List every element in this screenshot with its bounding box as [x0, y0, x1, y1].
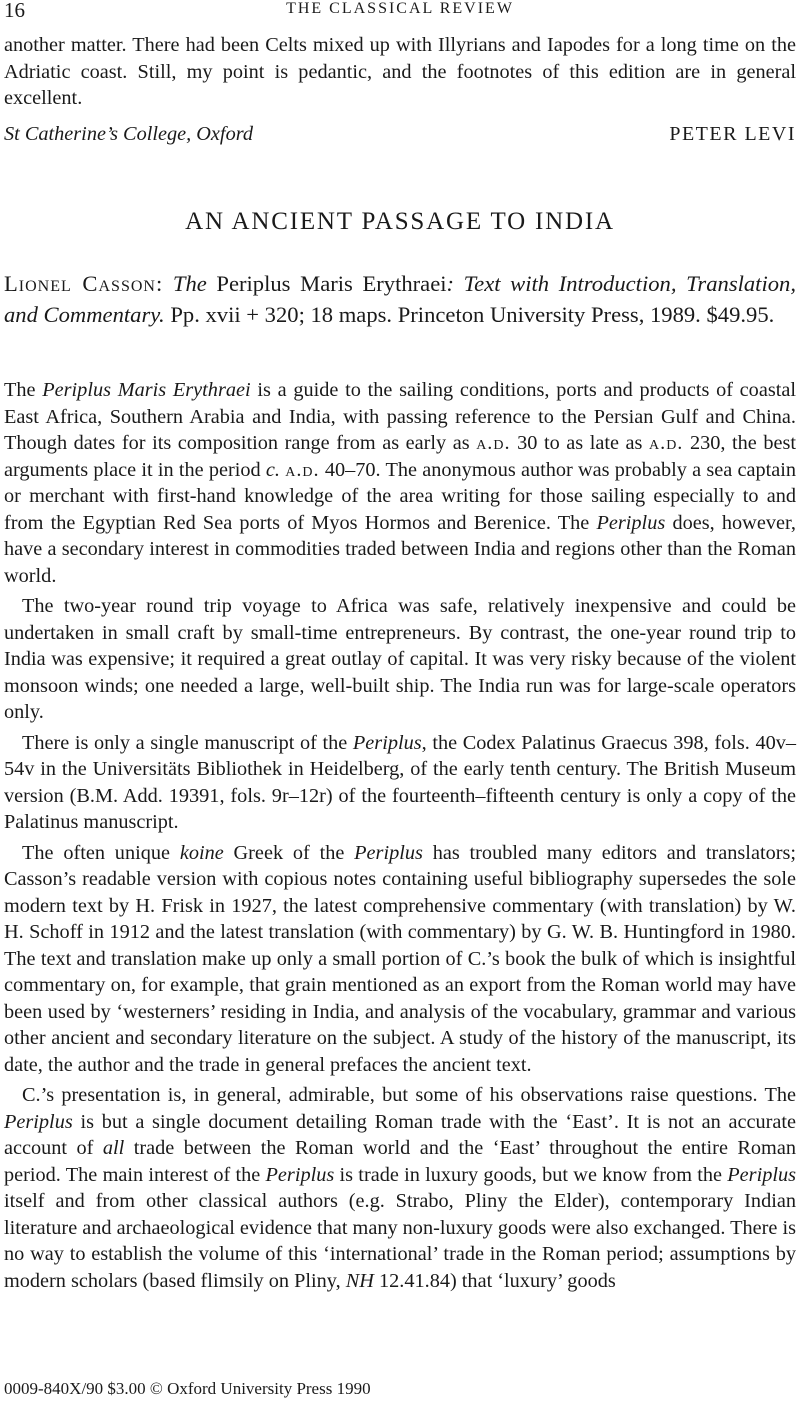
- paragraph-4: [4, 840, 796, 1079]
- italic-emphasis: all: [102, 1137, 125, 1159]
- review-body: [4, 377, 796, 1294]
- era-abbrev: a.d.: [476, 432, 511, 454]
- page-number: 16: [4, 0, 25, 22]
- text-run: does, however, have a secondary interest in commodities traded between India and regions other than the Roman world.: [4, 511, 796, 587]
- italic-title: Periplus: [354, 841, 423, 864]
- book-title-subtitle: : Text with Introduction, Translation, and Commentary.: [4, 271, 796, 327]
- era-abbrev: a.d.: [285, 458, 320, 481]
- text-run: 12.41.84) that ‘luxury’ goods: [373, 1269, 616, 1292]
- paragraph-3: [4, 730, 796, 836]
- text-run: 30 to as late as: [510, 432, 650, 454]
- book-citation: [4, 268, 796, 330]
- book-details: Pp. xvii + 320; 18 maps. Princeton University Press, 1989. $49.95.: [170, 302, 775, 327]
- previous-review-text: another matter. There had been Celts mixed up with Illyrians and Iapodes for a long time on the Adriatic coast. Still, my point is pedantic, and the footnotes of this edition are in general excellent.: [4, 34, 796, 109]
- text-run: There is only a single manuscript of the: [22, 731, 353, 754]
- text-run: , the Codex Palatinus Graecus 398, fols. 40v–54v in the Universitäts Bibliothek in Heidelberg, of the early tenth century. The British Museum version (B.M. Add. 19391, fols. 9r–12r) of the fourteenth–fifteenth century is only a copy of the Palatinus manuscript.: [4, 731, 797, 833]
- text-run: is a guide to the sailing conditions, ports and products of coastal East Africa, Southern Arabia and India, with passing reference to the Persian Gulf and China. Though dates for its composition range from as early as: [4, 379, 796, 454]
- paragraph-1: [4, 377, 796, 589]
- paragraph-5: [4, 1082, 796, 1294]
- text-run: The two-year round trip voyage to Africa was safe, relatively inexpensive and could be undertaken in small craft by small-time entrepreneurs. By contrast, the one-year round trip to India was expensive; it required a great outlay of capital. It was very risky because of the violent monsoon winds; one needed a large, well-built ship. The India run was for large-scale operators only.: [4, 595, 796, 723]
- italic-title: Periplus: [4, 1110, 73, 1133]
- text-run: itself and from other classical authors (e.g. Strabo, Pliny the Elder), contemporary Indian literature and archaeological evidence that many non-luxury goods were also exchanged. There is no way to establish the volume of this ‘international’ trade in the Roman period; assumptions by modern scholars (based flimsily on Pliny,: [4, 1190, 796, 1292]
- text-run: is but a single document detailing Roman trade with the ‘East’. It is not an accurate account of: [4, 1110, 796, 1159]
- reviewer-affiliation: St Catherine’s College, Oxford: [4, 123, 253, 145]
- italic-term: koine: [179, 841, 224, 864]
- paragraph-2: [4, 593, 796, 726]
- running-head: [0, 0, 800, 22]
- italic-title: Periplus: [596, 511, 666, 534]
- text-run: 40–70. The anonymous author was probably a sea captain or merchant with first-hand knowledge of the area writing for those sailing especially to and from the Egyptian Red Sea ports of Myos Hormos and Berenice. The: [4, 458, 796, 534]
- text-run: 230, the best arguments place it in the period: [4, 432, 796, 481]
- text-run: The: [4, 379, 43, 401]
- text-run: C.’s presentation is, in general, admirable, but some of his observations raise questions. The: [22, 1084, 796, 1106]
- era-abbrev: a.d.: [649, 432, 684, 454]
- previous-review-ending: [4, 32, 796, 112]
- book-author: Lionel Casson:: [4, 271, 164, 296]
- text-run: is trade in luxury goods, but we know from the: [334, 1163, 728, 1186]
- text-run: trade between the Roman world and the ‘East’ throughout the entire Roman period. The main interest of the: [4, 1137, 796, 1186]
- book-title-main: Periplus Maris Erythraei: [216, 271, 447, 296]
- reviewer-name: PETER LEVI: [669, 123, 796, 145]
- book-title-prefix: The: [172, 271, 207, 296]
- italic-abbrev: NH: [345, 1269, 374, 1292]
- text-run: Greek of the: [223, 841, 355, 864]
- text-run: The often unique: [22, 841, 180, 864]
- circa-abbrev: c.: [265, 458, 280, 481]
- italic-title: Periplus: [727, 1163, 797, 1186]
- copyright-footer: 0009-840X/90 $3.00 © Oxford University Press 1990: [4, 1379, 371, 1398]
- journal-title: THE CLASSICAL REVIEW: [286, 0, 514, 17]
- text-run: has troubled many editors and translators; Casson’s readable version with copious notes containing useful bibliography supersedes the sole modern text by H. Frisk in 1927, the latest comprehensive commentary (with translation) by W. H. Schoff in 1912 and the latest translation (with commentary) by G. W. B. Huntingford in 1980. The text and translation make up only a small portion of C.’s book the bulk of which is insightful commentary on, for example, that grain mentioned as an export from the Roman world may have been used by ‘westerners’ residing in India, and analysis of the vocabulary, grammar and various other ancient and secondary literature on the subject. A study of the history of the manuscript, its date, the author and the trade in general prefaces the ancient text.: [4, 841, 797, 1076]
- review-heading: AN ANCIENT PASSAGE TO INDIA: [185, 208, 615, 235]
- italic-title: Periplus: [265, 1163, 335, 1186]
- italic-title: Periplus: [352, 731, 422, 754]
- previous-review-signoff: [4, 123, 796, 151]
- italic-title: Periplus Maris Erythraei: [42, 379, 251, 401]
